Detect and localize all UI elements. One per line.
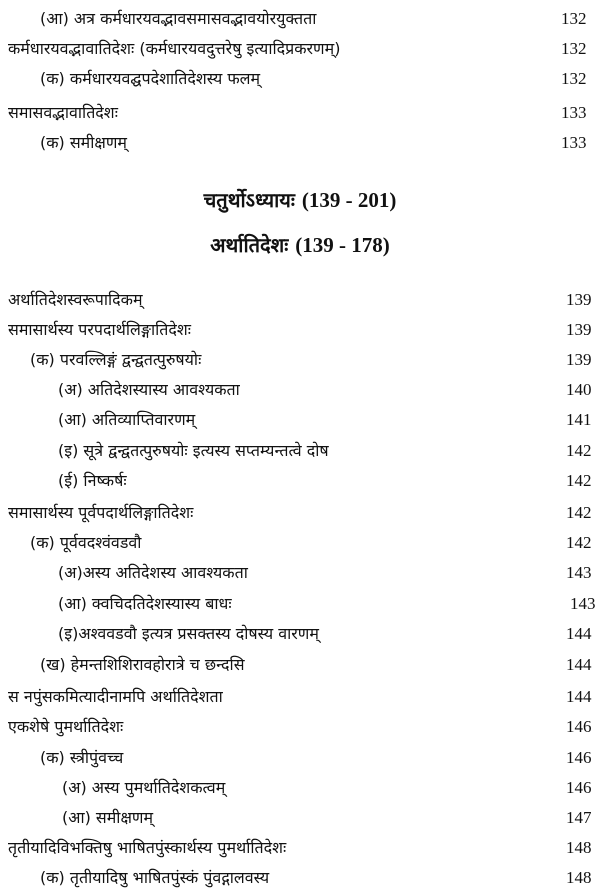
toc-entry bbox=[0, 773, 600, 803]
entry-page: 132 bbox=[561, 9, 587, 28]
toc-entry bbox=[0, 833, 600, 863]
entry-page: 132 bbox=[561, 69, 587, 88]
entry-title: समासार्थस्य पूर्वपदार्थलिङ्गातिदेशः bbox=[8, 503, 194, 522]
entry-page: 147 bbox=[566, 808, 592, 827]
entry-title: (आ) अत्र कर्मधारयवद्भावसमासवद्भावयोरयुक्तता bbox=[40, 9, 317, 28]
toc-entry bbox=[0, 466, 600, 496]
entry-title: (अ) अस्य पुमर्थातिदेशकत्वम् bbox=[62, 778, 226, 797]
entry-page: 140 bbox=[566, 380, 592, 399]
entry-page: 144 bbox=[566, 624, 592, 643]
entry-page: 146 bbox=[566, 717, 592, 736]
toc-entry bbox=[0, 803, 600, 833]
entry-page: 142 bbox=[566, 471, 592, 490]
entry-page: 139 bbox=[566, 290, 592, 309]
section-heading bbox=[0, 230, 600, 260]
entry-title: (क) समीक्षणम् bbox=[40, 133, 127, 152]
entry-page: 139 bbox=[566, 350, 592, 369]
chapter-title: चतुर्थोऽध्यायः bbox=[203, 188, 295, 212]
entry-title: (इ)अश्ववडवौ इत्यत्र प्रसक्तस्य दोषस्य वारणम् bbox=[58, 624, 319, 643]
toc-entry bbox=[0, 589, 600, 619]
toc-entry bbox=[0, 528, 600, 558]
entry-title: (ई) निष्कर्षः bbox=[58, 471, 127, 490]
toc-entry bbox=[0, 4, 600, 34]
entry-title: समासवद्भावातिदेशः bbox=[8, 103, 118, 122]
entry-title: (क) पूर्ववदश्वंवडवौ bbox=[30, 533, 142, 552]
entry-title: तृतीयादिविभक्तिषु भाषितपुंस्कार्थस्य पुमर्थातिदेशः bbox=[8, 838, 287, 857]
entry-page: 139 bbox=[566, 320, 592, 339]
entry-page: 133 bbox=[561, 133, 587, 152]
toc-entry bbox=[0, 498, 600, 528]
entry-title: (क) तृतीयादिषु भाषितपुंस्कं पुंवद्गालवस्य bbox=[40, 868, 270, 887]
toc-entry bbox=[0, 98, 600, 128]
entry-page: 132 bbox=[561, 39, 587, 58]
entry-page: 144 bbox=[566, 655, 592, 674]
entry-title: कर्मधारयवद्भावातिदेशः (कर्मधारयवदुत्तरेषु इत्यादिप्रकरणम्) bbox=[8, 39, 341, 58]
entry-title: (आ) समीक्षणम् bbox=[62, 808, 154, 827]
entry-title: (क) परवल्लिङ्गं द्वन्द्वतत्पुरुषयोः bbox=[30, 350, 202, 369]
toc-entry bbox=[0, 34, 600, 64]
toc-entry bbox=[0, 285, 600, 315]
entry-title: (अ)अस्य अतिदेशस्य आवश्यकता bbox=[58, 563, 248, 582]
toc-entry bbox=[0, 558, 600, 588]
section-title: अर्थातिदेशः bbox=[210, 233, 289, 257]
entry-page: 143 bbox=[566, 563, 592, 582]
entry-title: (क) स्त्रीपुंवच्च bbox=[40, 748, 124, 767]
toc-entry bbox=[0, 682, 600, 712]
toc-entry bbox=[0, 405, 600, 435]
entry-title: (इ) सूत्रे द्वन्द्वतत्पुरुषयोः इत्यस्य सप्तम्यन्तत्वे दोष bbox=[58, 441, 329, 460]
entry-page: 133 bbox=[561, 103, 587, 122]
toc-entry bbox=[0, 650, 600, 680]
entry-title: (आ) क्वचिदतिदेशस्यास्य बाधः bbox=[58, 594, 232, 613]
entry-title: एकशेषे पुमर्थातिदेशः bbox=[8, 717, 124, 736]
entry-page: 141 bbox=[566, 410, 592, 429]
entry-page: 146 bbox=[566, 778, 592, 797]
toc-entry bbox=[0, 345, 600, 375]
section-page-range: (139 - 178) bbox=[295, 233, 390, 257]
entry-title: समासार्थस्य परपदार्थलिङ्गातिदेशः bbox=[8, 320, 192, 339]
toc-entry bbox=[0, 436, 600, 466]
entry-page: 148 bbox=[566, 838, 592, 857]
chapter-heading bbox=[0, 185, 600, 215]
chapter-page-range: (139 - 201) bbox=[301, 188, 397, 212]
toc-entry bbox=[0, 619, 600, 649]
toc-entry bbox=[0, 712, 600, 742]
entry-page: 146 bbox=[566, 748, 592, 767]
entry-page: 144 bbox=[566, 687, 592, 706]
toc-entry bbox=[0, 375, 600, 405]
entry-page: 148 bbox=[566, 868, 592, 887]
toc-entry bbox=[0, 128, 600, 158]
entry-page: 142 bbox=[566, 533, 592, 552]
entry-title: स नपुंसकमित्यादीनामपि अर्थातिदेशता bbox=[8, 687, 223, 706]
entry-page: 143 bbox=[570, 594, 596, 613]
toc-entry bbox=[0, 315, 600, 345]
entry-page: 142 bbox=[566, 503, 592, 522]
entry-title: अर्थातिदेशस्वरूपादिकम् bbox=[8, 290, 143, 309]
entry-page: 142 bbox=[566, 441, 592, 460]
entry-title: (क) कर्मधारयवद्घपदेशातिदेशस्य फलम् bbox=[40, 69, 261, 88]
entry-title: (अ) अतिदेशस्यास्य आवश्यकता bbox=[58, 380, 240, 399]
entry-title: (आ) अतिव्याप्तिवारणम् bbox=[58, 410, 196, 429]
entry-title: (ख) हेमन्तशिशिरावहोरात्रे च छन्दसि bbox=[40, 655, 245, 674]
toc-entry bbox=[0, 863, 600, 893]
toc-entry bbox=[0, 743, 600, 773]
toc-entry bbox=[0, 64, 600, 94]
